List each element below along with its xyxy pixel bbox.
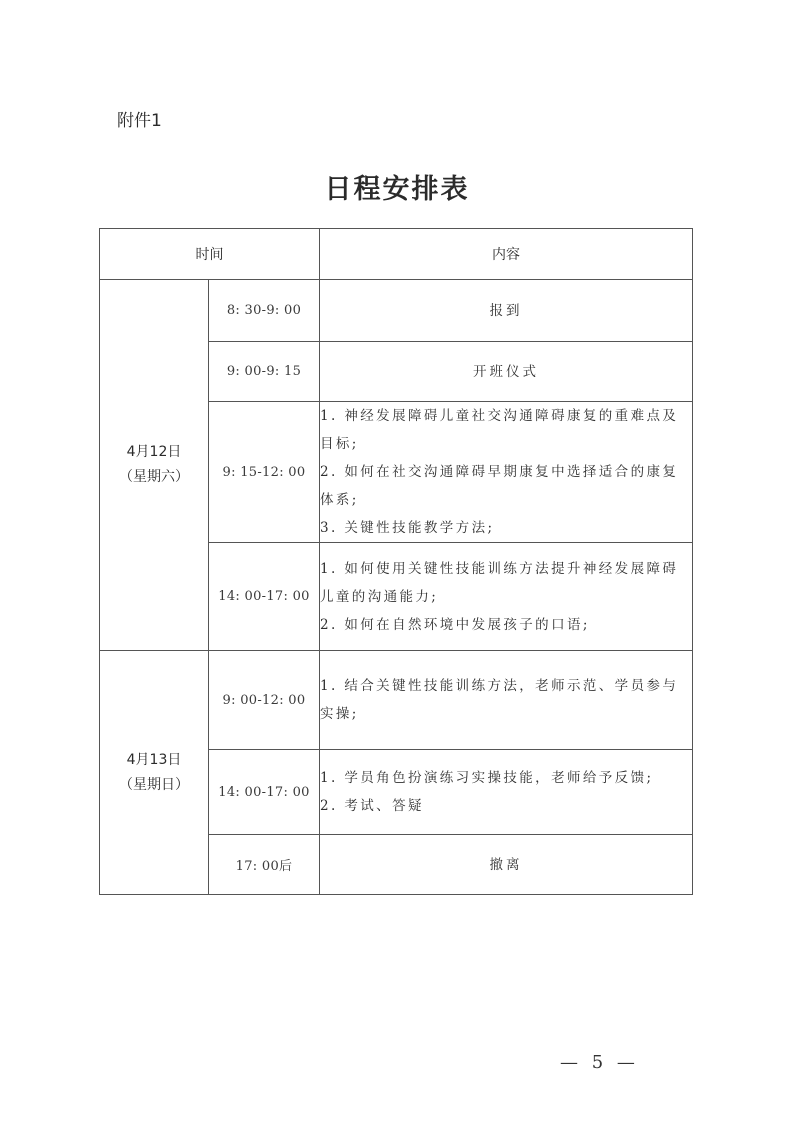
schedule-table — [99, 228, 693, 895]
content-line: 开班仪式 — [473, 363, 539, 380]
content-cell — [320, 750, 693, 835]
content-line: 1. 学员角色扮演练习实操技能，老师给予反馈; — [320, 770, 654, 786]
content-line: 1. 如何使用关键性技能训练方法提升神经发展障碍儿童的沟通能力; — [320, 560, 679, 605]
content-cell — [320, 402, 693, 543]
content-cell — [320, 342, 693, 402]
time-cell: 17: 00后 — [209, 835, 320, 895]
attachment-label: 附件1 — [117, 111, 162, 131]
content-cell — [320, 835, 693, 895]
content-line: 1. 神经发展障碍儿童社交沟通障碍康复的重难点及目标; — [320, 408, 679, 452]
table-row — [100, 651, 693, 750]
time-cell: 9: 00-9: 15 — [209, 342, 320, 402]
content-cell — [320, 280, 693, 342]
table-row — [100, 280, 693, 342]
header-content: 内容 — [320, 229, 693, 280]
content-line: 2. 如何在社交沟通障碍早期康复中选择适合的康复体系; — [320, 464, 679, 508]
day-cell-apr12 — [100, 280, 209, 651]
content-line: 报到 — [489, 302, 523, 319]
content-cell — [320, 651, 693, 750]
time-cell: 9: 15-12: 00 — [209, 402, 320, 543]
day-date: 4月13日 — [126, 751, 182, 768]
content-line: 2. 考试、答疑 — [320, 798, 424, 814]
content-line: 2. 如何在自然环境中发展孩子的口语; — [320, 616, 590, 633]
content-cell — [320, 543, 693, 651]
day-weekday: （星期日） — [119, 776, 189, 793]
day-cell-apr13 — [100, 651, 209, 895]
page-number: — 5 — — [560, 1052, 639, 1073]
time-cell: 14: 00-17: 00 — [209, 543, 320, 651]
content-line: 1. 结合关键性技能训练方法，老师示范、学员参与实操; — [320, 678, 679, 722]
time-cell: 14: 00-17: 00 — [209, 750, 320, 835]
day-weekday: （星期六） — [119, 469, 189, 485]
day-date: 4月12日 — [126, 444, 182, 460]
content-line: 撤离 — [489, 856, 523, 873]
page-title: 日程安排表 — [324, 174, 470, 205]
table-header-row — [100, 229, 693, 280]
header-time: 时间 — [100, 229, 320, 280]
time-cell: 9: 00-12: 00 — [209, 651, 320, 750]
content-line: 3. 关键性技能教学方法; — [320, 520, 495, 536]
time-cell: 8: 30-9: 00 — [209, 280, 320, 342]
